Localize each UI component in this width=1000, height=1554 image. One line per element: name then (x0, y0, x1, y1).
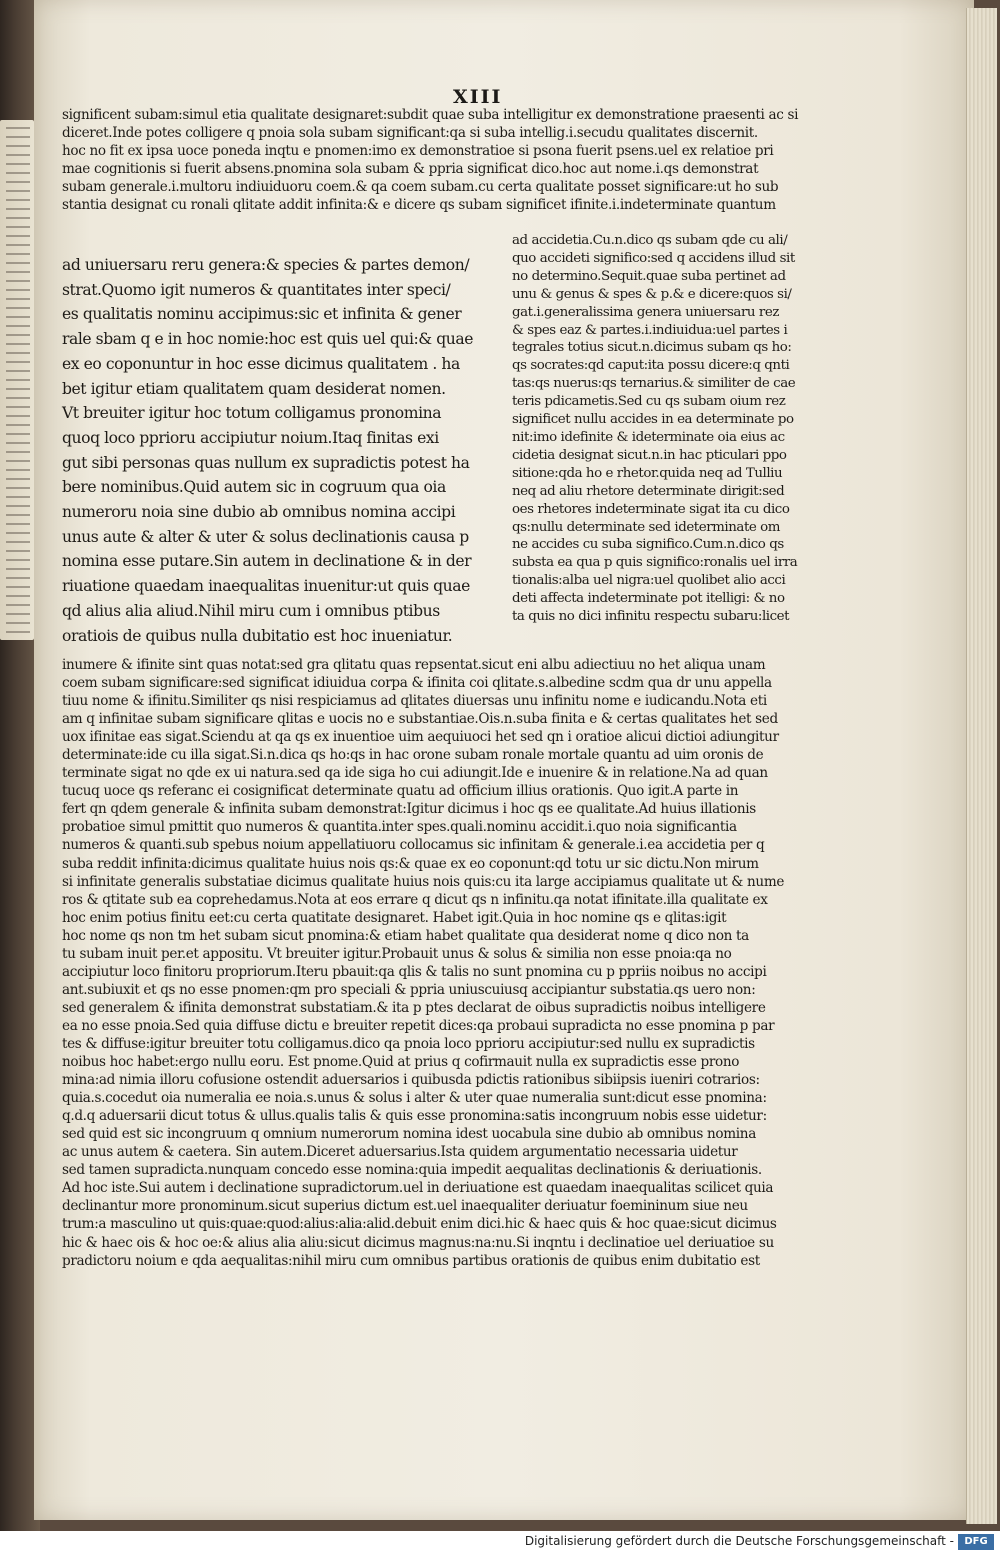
text-line: suba reddit infinita:dicimus qualitate huius nois qs:& quae ex eo coponunt:qd totu ur sic dictu.Non mirum (62, 855, 759, 872)
text-line: nomina esse putare.Sin autem in declinatione & in der (62, 552, 472, 571)
text-line: deti affecta indeterminate pot itelligi: & no (512, 591, 785, 607)
text-line: qs socrates:qd caput:ita possu dicere:q qnti (512, 358, 790, 374)
text-line: am q infinitae subam significare qlitas e uocis no e substantiae.Ois.n.suba finita e & certas qualitates het sed (62, 711, 778, 728)
text-line: tegrales totius sicut.n.dicimus subam qs ho: (512, 340, 792, 356)
text-line: bere nominibus.Quid autem sic in cogruum qua oia (62, 478, 446, 497)
text-line: quia.s.cocedut oia numeralia ee noia.s.unus & solus i alter & uter quae numeralia sunt:dicut esse pnomina: (62, 1090, 767, 1107)
text-line: uox ifinitae eas sigat.Sciendu at qa qs ex inuentioe uim aequiuoci het sed qn i oratioe alicui dictioi adiungitur (62, 729, 779, 746)
text-line: determinate:ide cu illa sigat.Si.n.dica qs ho:qs in hac orone subam ronale mortale quantu ad uim oronis de (62, 747, 764, 764)
text-line: quoq loco pprioru accipiutur noium.Itaq finitas exi (62, 428, 439, 447)
text-line: riuatione quaedam inaequalitas inuenitur:ut quis quae (62, 577, 470, 596)
text-line: ant.subiuxit et qs no esse pnomen:qm pro speciali & ppria uniuscuiusq accipiantur substatia.qs uero non: (62, 981, 756, 998)
text-line: oratiois de quibus nulla dubitatio est hoc inueniatur. (62, 626, 453, 645)
text-line: tas:qs nuerus:qs ternarius.& similiter de cae (512, 376, 796, 392)
text-line: sitione:qda ho e rhetor.quida neq ad Tulliu (512, 465, 783, 481)
text-line: pradictoru noium e qda aequalitas:nihil miru cum omnibus partibus orationis de quibus enim dubitatio est (62, 1252, 760, 1269)
text-line: neq ad aliu rhetore determinate dirigit:sed (512, 483, 785, 499)
commentary-top-block (62, 106, 822, 214)
text-line: hoc no fit ex ipsa uoce poneda inqtu e pnomen:imo ex demonstratioe si psona fuerit psens.uel ex relatioe pri (62, 143, 774, 160)
text-line: tu subam inuit per.et appositu. Vt breuiter igitur.Probauit unus & solus & similia non esse pnoia:qa no (62, 945, 732, 962)
text-line: bet igitur etiam qualitatem quam desiderat nomen. (62, 379, 446, 398)
text-line: teris pdicametis.Sed cu qs subam oium rez (512, 394, 786, 410)
text-line: gat.i.generalissima genera uniuersaru rez (512, 304, 779, 320)
text-line: inumere & ifinite sint quas notat:sed gra qlitatu quas repsentat.sicut eni albu adiectiuu no het aliqua unam (62, 657, 766, 673)
text-line: significent subam:simul etia qualitate designaret:subdit quae suba intelligitur ex demonstratione praesenti ac si (62, 107, 799, 123)
text-line: accipiutur loco finitoru propriorum.Iteru pbauit:qa qlis & talis no sunt pnomina cu p ppriis noibus no accipi (62, 963, 767, 980)
text-line: ex eo coponuntur in hoc esse dicimus qualitatem . ha (62, 354, 460, 373)
text-line: Vt breuiter igitur hoc totum colligamus pronomina (62, 404, 442, 423)
text-line: coem subam significare:sed significat idiuidua corpa & ifinita coi qlitate.s.albedine scdm qua dr unu appella (62, 675, 772, 692)
text-line: tucuq uoce qs referanc ei cosignificat determinate quatu ad officium illius orationis. Quo igit.A parte in (62, 783, 739, 800)
text-line: diceret.Inde potes colligere q pnoia sola subam significant:qa si suba intellig.i.secudu qualitates discernit. (62, 125, 758, 142)
text-line: sed tamen supradicta.nunquam concedo esse nomina:quia impedit aequalitas declinationis & deriuationis. (62, 1162, 762, 1179)
text-line: fert qn qdem generale & infinita subam demonstrat:Igitur dicimus i hoc qs ee qualitate.Ad huius illationis (62, 801, 756, 818)
previous-page-edge (0, 120, 34, 640)
commentary-right-column (512, 232, 824, 626)
text-line: no determino.Sequit.quae suba pertinet ad (512, 268, 786, 284)
text-line: gut sibi personas quas nullum ex supradictis potest ha (62, 453, 470, 472)
text-line: subam generale.i.multoru indiuiduoru coem.& qa coem subam.cu certa qualitate posset significare:ut ho sub (62, 179, 779, 196)
text-line: qs:nullu determinate sed ideterminate om (512, 519, 781, 535)
text-line: numeroru noia sine dubio ab omnibus nomina accipi (62, 503, 456, 522)
text-line: oes rhetores indeterminate sigat ita cu dico (512, 501, 790, 517)
text-line: ac unus autem & caetera. Sin autem.Diceret aduersarius.Ista quidem argumentatio necessaria uidetur (62, 1144, 738, 1161)
main-text-column (62, 253, 492, 648)
text-line: unus aute & alter & uter & solus declinationis causa p (62, 527, 469, 546)
text-line: Ad hoc iste.Sui autem i declinatione supradictorum.uel in deriuatione est quaedam inaequalitas scilicet quia (62, 1180, 774, 1197)
text-line: tiuu nome & ifinitu.Similiter qs nisi respiciamus ad qlitates diuersas unu infinitu nome e iudicandu.Nota eti (62, 693, 767, 710)
text-line: trum:a masculino ut quis:quae:quod:alius:alia:alid.debuit enim dici.hic & haec quis & hoc quae:sicut dicimus (62, 1216, 777, 1233)
text-line: q.d.q aduersarii dicut totus & ullus.qualis talis & quis esse pronomina:satis incongruum nobis esse uidetur: (62, 1108, 767, 1125)
commentary-bottom-block (62, 656, 822, 1270)
text-line: substa ea qua p quis significo:ronalis uel irra (512, 555, 798, 571)
text-line: noibus hoc habet:ergo nullu eoru. Est pnome.Quid at prius q cofirmauit nulla ex supradictis esse prono (62, 1054, 740, 1071)
text-line: strat.Quomo igit numeros & quantitates inter speci/ (62, 280, 451, 299)
text-line: mae cognitionis si fuerit absens.pnomina sola subam & ppria significat dico.hoc aut nome.i.qs demonstrat (62, 161, 759, 178)
text-line: stantia designat cu ronali qlitate addit infinita:& e dicere qs subam significet ifinite.i.indeterminate quantum (62, 197, 776, 214)
text-line: nit:imo idefinite & ideterminate oia eius ac (512, 429, 785, 445)
text-line: hoc nome qs non tm het subam sicut pnomina:& etiam habet qualitate qua desiderat nome q dico non ta (62, 927, 749, 944)
folio-number: XIII (453, 86, 503, 108)
text-line: si infinitate generalis substatiae dicimus qualitate huius nois quis:cu ita large accipiamus qualitate ut & nume (62, 873, 785, 890)
digitization-footer (0, 1531, 1000, 1554)
text-line: ne accides cu suba significo.Cum.n.dico qs (512, 537, 784, 553)
text-line: es qualitatis nominu accipimus:sic et infinita & gener (62, 305, 462, 324)
text-line: ad accidetia.Cu.n.dico qs subam qde cu ali/ (512, 233, 788, 248)
text-line: tionalis:alba uel nigra:uel quolibet alio acci (512, 573, 786, 589)
text-line: ad uniuersaru reru genera:& species & partes demon/ (62, 256, 470, 274)
text-line: hic & haec ois & hoc oe:& alius alia aliu:sicut dicimus magnus:na:nu.Si inqntu i declinatioe uel deriuatioe su (62, 1234, 774, 1251)
text-line: & spes eaz & partes.i.indiuidua:uel partes i (512, 322, 788, 338)
text-line: ea no esse pnoia.Sed quia diffuse dictu e breuiter repetit dices:qa probaui supradicta no esse pnomina p par (62, 1017, 775, 1034)
text-line: significet nullu accides in ea determinate po (512, 412, 794, 428)
text-line: hoc enim potius finitu eet:cu certa quatitate designaret. Habet igit.Quia in hoc nomine qs e qlitas:igit (62, 909, 727, 926)
text-line: terminate sigat no qde ex ui natura.sed qa ide siga ho cui adiungit.Ide e inuenire & in relatione.Na ad quan (62, 765, 768, 782)
text-line: ros & qtitate sub ea coprehedamus.Nota at eos errare q dicut qs n infinitu.qa notat ifinitate.illa qualitate ex (62, 891, 768, 908)
text-line: quo accideti significo:sed q accidens illud sit (512, 250, 795, 266)
text-line: ta quis no dici infinitu respectu subaru:licet (512, 609, 790, 625)
text-line: rale sbam q e in hoc nomie:hoc est quis uel qui:& quae (62, 330, 473, 349)
page-stack-edge (966, 8, 997, 1524)
text-line: probatioe simul pmittit quo numeros & quantita.inter spes.quali.nominu accidit.i.quo noia significantia (62, 819, 737, 836)
text-line: unu & genus & spes & p.& e dicere:quos si/ (512, 286, 792, 302)
text-line: mina:ad nimia illoru cofusione ostendit aduersarios i quibusda pdictis rationibus sibiipsis iueniri cotrarios: (62, 1072, 760, 1089)
text-line: tes & diffuse:igitur breuiter totu colligamus.dico qa pnoia loco pprioru accipiutur:sed nullu ex supradictis (62, 1035, 755, 1052)
text-line: sed generalem & ifinita demonstrat substatiam.& ita p ptes declarat de oibus supradictis noibus intelligere (62, 999, 766, 1016)
funding-credit: Digitalisierung gefördert durch die Deutsche Forschungsgemeinschaft - (524, 1534, 954, 1548)
text-line: cidetia designat sicut.n.in hac pticulari ppo (512, 447, 787, 463)
text-line: sed quid est sic incongruum q omnium numerorum nomina idest uocabula sine dubio ab omnibus nomina (62, 1126, 756, 1143)
text-line: declinantur more pronominum.sicut superius dictum est.uel inaequaliter deriuatur foemininum siue neu (62, 1198, 748, 1215)
dfg-logo-icon: DFG (958, 1534, 994, 1550)
text-line: numeros & quanti.sub spebus noium appellatiuoru collocamus sic infinitam & generale.i.ea accidetia per q (62, 837, 765, 854)
text-line: qd alius alia aliud.Nihil miru cum i omnibus ptibus (62, 601, 440, 620)
